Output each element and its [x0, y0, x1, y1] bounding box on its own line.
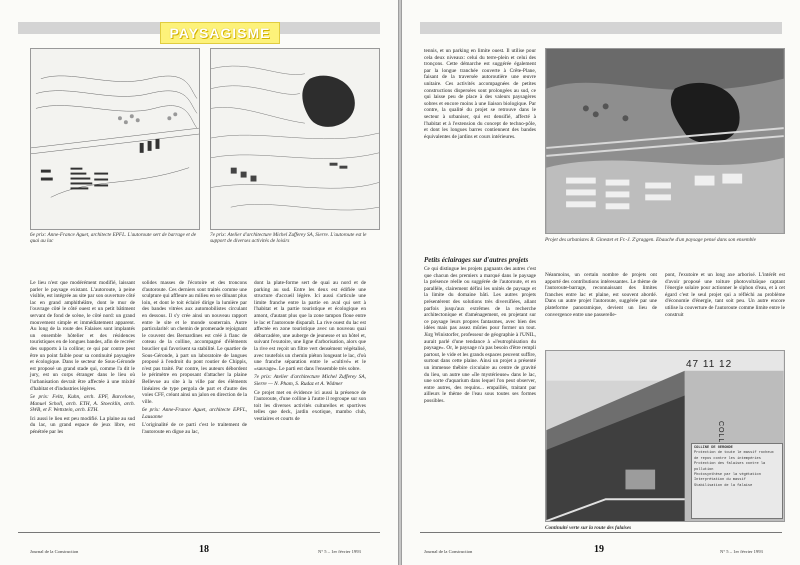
site-plan-drawing — [31, 49, 199, 229]
text-column — [665, 272, 785, 320]
text-column — [30, 280, 135, 438]
right-page — [402, 0, 800, 565]
header-bar — [420, 22, 782, 34]
panel-title: COLLINE DE GERONDE — [694, 446, 733, 450]
header-bar — [18, 22, 160, 34]
footer-issue: N° 5 – 1er février 1993 — [318, 549, 361, 554]
paragraph: 5e prix: Feltz, Kuhn, arch. EPF, Barcelone, Manuel Scholl, arch. ETH, A. Stoecklin, arch. SWB, et F. Wettstein, arch. ETH. — [30, 394, 135, 414]
figure-caption: 6e prix: Anne-France Aguet, architecte EPFL. L'autoroute sert de barrage et de quai au lac — [30, 232, 197, 245]
text-column — [254, 280, 366, 424]
footer-rule — [18, 532, 380, 533]
paragraph: Néanmoins, un certain nombre de projets ont apporté des contributions intéressantes. Le thème de l'autoroute-barrage, reconnaissant des limites franches entre lac et plaine, est souvent abordé. Dans un autre projet l'autoroute, suggérée par une plateforme panoramique, devient un lieu de convergence entre une passerelle- — [545, 272, 657, 318]
paragraph: tennis, et un parking en limite ouest. Il utilise pour cela deux niveaux: celui du terre-plein et celui des tronçons. Cette démarche est suggérée également par la longue tranchée couverte à Crête-Plane, faisant de la traversée autoroutière une œuvre unitaire. Ces activités accompagnées de petites constructions dispersées sont prolongées au sud, ce qui laisse peu de place à des valeurs paysagères sobres et encore moins à une liaison biologique. Par contre, la qualité du projet se retrouve dans le secteur à urbaniser, qui est densifié, affecté à l'habitat et à l'extension du concept de techno-pôle, et dont les longues barres contiennent des bandes équivalentes de jardins et cours intérieures. — [424, 48, 536, 140]
text-column — [142, 280, 247, 438]
text-column — [424, 48, 536, 142]
left-page — [0, 0, 398, 565]
site-plan-figure — [30, 48, 200, 230]
paragraph: Le lieu n'est que modérément modifié, laissant parler le paysage existant. L'autoroute, à peine visible, est intégrée au site par son ouverture côté lac en grand amphithéâtre, dont le mur de l'ouvrage côté le côté ouest et un petit bâtiment servant de fond de scène, le côté nord: un grand mouvement simple et immédiatement apparent. Au long de la route des Falaises sont implantés un ensemble hôtelier et des résidences touristiques en de longues bandes, afin de recréer des supports à la colline; ce qui par contre peut être un point faible pour sa continuité paysagère et écologique. Dans le secteur de Sous-Géronde est proposé un grand stade qui, comme l'a dit le jury, est un corps étranger dans le lieu où l'urbanisation devrait être affectée à une mixité d'habitat et d'industries légères. — [30, 280, 135, 392]
model-label-panel — [691, 443, 783, 519]
model-photo — [545, 350, 785, 522]
paragraph: Ce qui distingue les projets gagnants des autres c'est que chacun des premiers a marqué dans le paysage la présence réelle ou suggérée de l'autoroute, et en parallèle, clairement défini les unités de paysage et la limite du domaine bâti. Les autres projets présentèrent des solutions très diversifiées, allant parfois jusqu'aux extrêmes de la recherche architectonique et d'aménagement, en projetant sur ce paysage leurs propres fantasmes, avec bien des idées mais pas assez mûries pour former un tout. Jürg Winistorfer, professeur de géographie à l'UNIL, aurait parlé d'une tendance à «l'eutrophisation du paysage». Or, le paysage n'a pas besoin d'être rempli partout, le vide et les grands espaces peuvent suffire, surtout dans cette plaine. Ainsi un projet a présenté un immense thébire circulaire au centre de gravité du lieu, un autre une «île mystérieuse» dans le lac, une sorte d'aquarium dans lequel l'on peut observer, entre autres, des requins... empaillés, traitant par ailleurs le thème de l'eau sous toutes ses formes possibles. — [424, 266, 536, 404]
figure-caption: 7e prix: Atelier d'architecture Michel Zufferey SA, Sierre. L'autoroute est le support de diverses activités de loisirs — [210, 232, 367, 245]
paragraph: Ici aussi le lieu est peu modifié. La plaine au sud du lac, un grand espace de jeux libre, est pénétrée par les — [30, 415, 135, 436]
paragraph: solides masses de l'écotoire et des troncons d'autoroute. Ces derniers sont traités comme une sculpture qui affleure au milieu en se diluant plus loin, et dont le toit éclairé dirige la lumière par des bandes vitrées aux automobilistes circulant en dessous. Il s'y crée ainsi un nouveau rapport entre le site et le monde souterrain. Autre particularité: un chemin de promenade rejoignant le couvent des Bernardines est créé à flanc de coteau de la colline, accompagné d'éléments bouclier qui favorisent sa stabilité. Le quartier de Sous-Géronde, à part un laboratoire de langues proposé à l'endroit du pont routier de Chippis, n'est pas traité. Par contre, les auteurs débordent le périmètre en proposant d'attacher la plaine Bellevue au site à la ville par des éléments linéaires de type pergola de part et d'autre des voies CFF, créant ainsi un jalon en direction de la ville. — [142, 280, 247, 405]
figure-caption: Projet des urbanistes R. Ginestet et Fr.-J. Z'graggen. Ebauche d'un paysage pensé dans son ensemble — [545, 237, 756, 243]
section-subheading: Petits éclairages sur d'autres projets — [424, 256, 529, 264]
text-column — [424, 254, 536, 406]
paragraph: L'originalité de ce parti c'est le traitement de l'autoroute en digue au lac, — [142, 422, 247, 436]
paragraph: 6e prix: Anne-France Aguet, architecte EPFL, Lausanne — [142, 407, 247, 420]
aerial-photo-image — [546, 49, 784, 233]
paragraph: pont, l'exutoire et un long axe arborisé. L'intérêt est d'avoir proposé une toiture photovoltaïque captant l'énergie solaire pour actionner le siphon d'eau, et à cet égard c'est le seul projet qui a réfléchi au problème d'économie d'énergie, tant soit peu. Un autre encore utilise la couverture de l'autoroute comme limite entre le construit — [665, 272, 785, 318]
page-number: 18 — [199, 544, 209, 555]
page-number: 19 — [594, 544, 604, 555]
section-banner — [160, 22, 280, 44]
text-column — [545, 272, 657, 320]
footer-journal: Journal de la Construction — [30, 549, 79, 554]
banner-title: PAYSAGISME — [169, 25, 271, 41]
figure-caption: Continuité verte sur la route des falaises — [545, 525, 632, 531]
panel-line: Protection de toute le massif rocheux — [694, 451, 774, 456]
paragraph: 7e prix: Atelier d'architecture Michel Zufferey SA, Sierre — N. Pham, S. Rudaz et A. Widmer — [254, 374, 366, 387]
site-plan-figure — [210, 48, 380, 230]
site-plan-drawing — [211, 49, 379, 229]
paragraph: Ce projet met en évidence ici aussi la présence de l'autoroute, d'une colline à l'autre il regroupe sur son toit les diverses activités culturelles et sportives telles que deck, jardin exotique, mambo club, vestiaires et courts de — [254, 389, 366, 422]
footer-issue: N° 5 – 1er février 1993 — [720, 549, 763, 554]
header-bar — [280, 22, 380, 34]
panel-line: Stabilisation de la falaise — [694, 483, 753, 488]
aerial-photo — [545, 48, 785, 234]
footer-rule — [420, 532, 782, 533]
paragraph: dont la plate-forme sert de quai au nord et de parking au sud. Entre les deux est édifiée une structure d'accueil légère. Ici aussi s'articule une limite franche entre la partie en aval qui sert à l'habitat et la partie touristique et écologique en amont, d'autant plus que la zone tampon floue entre le lac et l'autoroute disparaît. La rive ouest du lac est affectée en zone touristique avec un nouveau quai débarcadère, une auberge de jeunesse et un hôtel et, suivant l'exutoire, une ligne d'arborisation, alors que la rive est reçoit un filtre vert densément végétalisé, avec toutefois un chemin piéton longeant le lac, d'où une franche séparation entre le «cultivé» et le «sauvage». Le parti est dans l'ensemble très sobre. — [254, 280, 366, 372]
panel-line: de repos contre les intempéries — [694, 456, 761, 461]
panel-line: Photosynthèse par la végétation — [694, 473, 761, 478]
photo-numbers: 47 11 12 — [686, 359, 733, 370]
footer-journal: Journal de la Construction — [424, 549, 473, 554]
panel-line: Protection des falaises contre la pollution — [694, 462, 766, 472]
panel-line: Interprétation du massif — [694, 478, 746, 483]
